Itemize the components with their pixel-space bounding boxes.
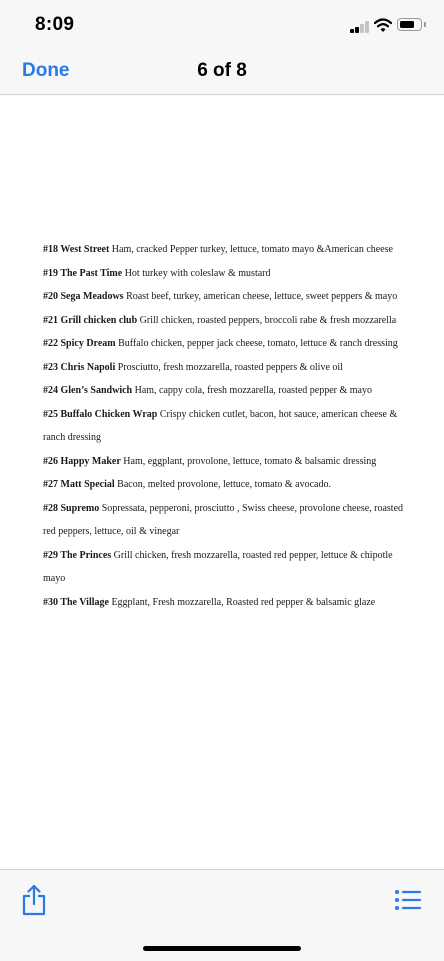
list-item — [43, 450, 413, 474]
list-item — [43, 544, 413, 591]
list-icon[interactable] — [394, 888, 422, 912]
item-name: #28 Supremo — [43, 502, 100, 514]
cellular-signal-icon — [350, 20, 370, 33]
item-description: Grill chicken, roasted peppers, broccoli rabe & fresh mozzarella — [137, 314, 397, 326]
page-counter-title: 6 of 8 — [197, 60, 247, 81]
item-description: Ham, cappy cola, fresh mozzarella, roasted pepper & mayo — [132, 385, 372, 396]
battery-cap — [424, 22, 426, 27]
home-indicator[interactable] — [143, 946, 301, 951]
item-description: Buffalo chicken, pepper jack cheese, tomato, lettuce & ranch dressing — [115, 338, 398, 349]
list-item — [43, 309, 413, 333]
item-description: Ham, eggplant, provolone, lettuce, tomato & balsamic dressing — [120, 455, 377, 467]
item-name: #19 The Past Time — [43, 267, 123, 279]
status-time: 8:09 — [35, 14, 75, 35]
item-name: #18 West Street — [43, 244, 110, 255]
list-item — [43, 379, 413, 403]
item-description: Sopressata, pepperoni, prosciutto , Swiss cheese, provolone cheese, roasted red peppers, lettuce, oil & vinegar — [43, 502, 404, 537]
list-item — [43, 356, 413, 380]
item-name: #23 Chris Napoli — [43, 361, 116, 373]
list-item — [43, 591, 413, 615]
item-name: #24 Glen’s Sandwich — [43, 385, 133, 396]
item-description: Grill chicken, fresh mozzarella, roasted red pepper, lettuce & chipotle mayo — [43, 549, 393, 584]
item-description: Ham, cracked Pepper turkey, lettuce, tomato mayo &American cheese — [109, 244, 393, 255]
list-item — [43, 285, 413, 309]
item-description: Hot turkey with coleslaw & mustard — [122, 267, 271, 279]
item-name: #29 The Princes — [43, 549, 112, 561]
item-name: #20 Sega Meadows — [43, 291, 124, 302]
bottom-toolbar — [0, 869, 444, 961]
battery-icon — [397, 18, 422, 31]
wifi-icon — [374, 17, 392, 33]
document-page[interactable] — [0, 95, 444, 869]
navigation-bar — [0, 50, 444, 95]
list-item — [43, 473, 413, 497]
list-item — [43, 497, 413, 544]
item-description: Eggplant, Fresh mozzarella, Roasted red pepper & balsamic glaze — [108, 596, 376, 608]
item-name: #22 Spicy Dream — [43, 338, 116, 349]
list-item — [43, 238, 413, 262]
list-item — [43, 403, 413, 450]
item-name: #21 Grill chicken club — [43, 314, 138, 326]
item-name: #25 Buffalo Chicken Wrap — [43, 408, 158, 420]
list-item — [43, 262, 413, 286]
sandwich-menu-list — [43, 238, 413, 614]
done-button[interactable]: Done — [22, 60, 70, 81]
share-icon[interactable] — [20, 884, 48, 916]
item-description: Roast beef, turkey, american cheese, lettuce, sweet peppers & mayo — [123, 291, 398, 302]
item-name: #30 The Village — [43, 596, 109, 608]
status-bar — [0, 0, 444, 50]
item-description: Prosciutto, fresh mozzarella, roasted peppers & olive oil — [115, 361, 343, 373]
item-description: Bacon, melted provolone, lettuce, tomato & avocado. — [114, 479, 331, 490]
item-description: Crispy chicken cutlet, bacon, hot sauce, american cheese & ranch dressing — [43, 408, 398, 443]
item-name: #26 Happy Maker — [43, 455, 121, 467]
list-item — [43, 332, 413, 356]
item-name: #27 Matt Special — [43, 479, 115, 490]
